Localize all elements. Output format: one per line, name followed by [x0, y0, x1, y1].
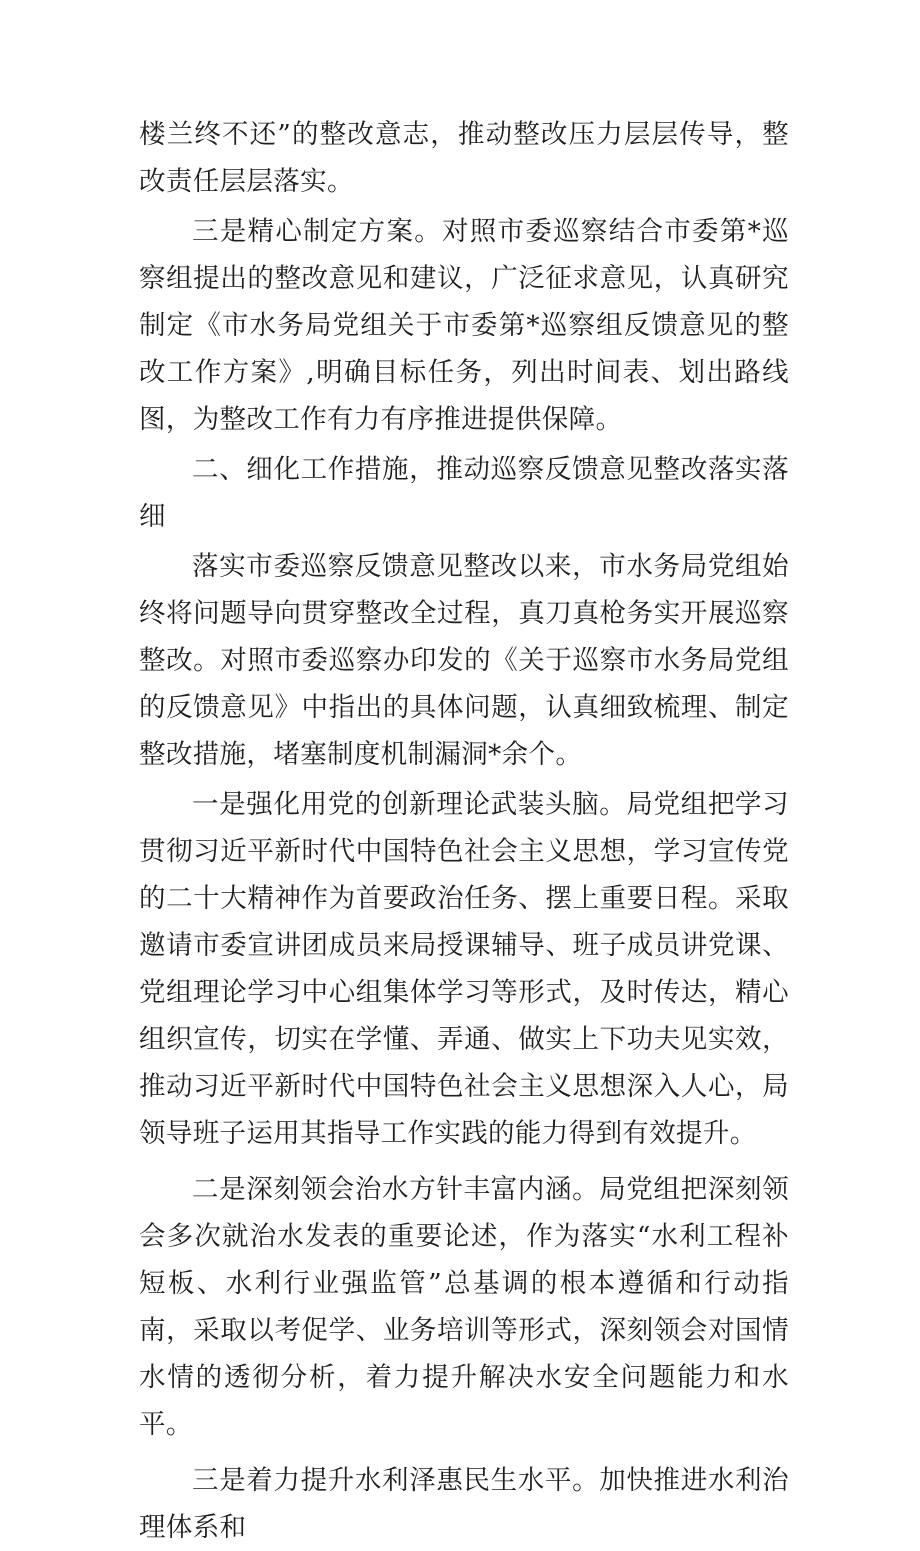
- paragraph-7: 三是着力提升水利泽惠民生水平。加快推进水利治理体系和: [139, 1465, 789, 1543]
- paragraph-5: 一是强化用党的创新理论武装头脑。局党组把学习贯彻习近平新时代中国特色社会主义思想，学习宣传党的二十大精神作为首要政治任务、摆上重要日程。采取邀请市委宣讲团成员来局授课辅导、班子成员讲党课、党组理论学习中心组集体学习等形式，及时传达，精心组织宣传，切实在学懂、弄通、做实上下功夫见实效，推动习近平新时代中国特色社会主义思想深入人心，局领导班子运用其指导工作实践的能力得到有效提升。: [139, 789, 789, 1149]
- document-body: [139, 111, 789, 1551]
- section-heading-2: 二、细化工作措施，推动巡察反馈意见整改落实落细: [139, 454, 789, 532]
- paragraph-4: 落实市委巡察反馈意见整改以来，市水务局党组始终将问题导向贯穿整改全过程，真刀真枪务实开展巡察整改。对照市委巡察办印发的《关于巡察市水务局党组的反馈意见》中指出的具体问题，认真细致梳理、制定整改措施，堵塞制度机制漏洞*余个。: [139, 551, 789, 770]
- paragraph-2: 三是精心制定方案。对照市委巡察结合市委第*巡察组提出的整改意见和建议，广泛征求意见，认真研究制定《市水务局党组关于市委第*巡察组反馈意见的整改工作方案》,明确目标任务，列出时间表、划出路线图，为整改工作有力有序推进提供保障。: [139, 216, 789, 435]
- paragraph-6: 二是深刻领会治水方针丰富内涵。局党组把深刻领会多次就治水发表的重要论述，作为落实“水利工程补短板、水利行业强监管”总基调的根本遵循和行动指南，采取以考促学、业务培训等形式，深刻领会对国情水情的透彻分析，着力提升解决水安全问题能力和水平。: [139, 1174, 789, 1440]
- paragraph-1: 楼兰终不还”的整改意志，推动整改压力层层传导，整改责任层层落实。: [139, 119, 789, 197]
